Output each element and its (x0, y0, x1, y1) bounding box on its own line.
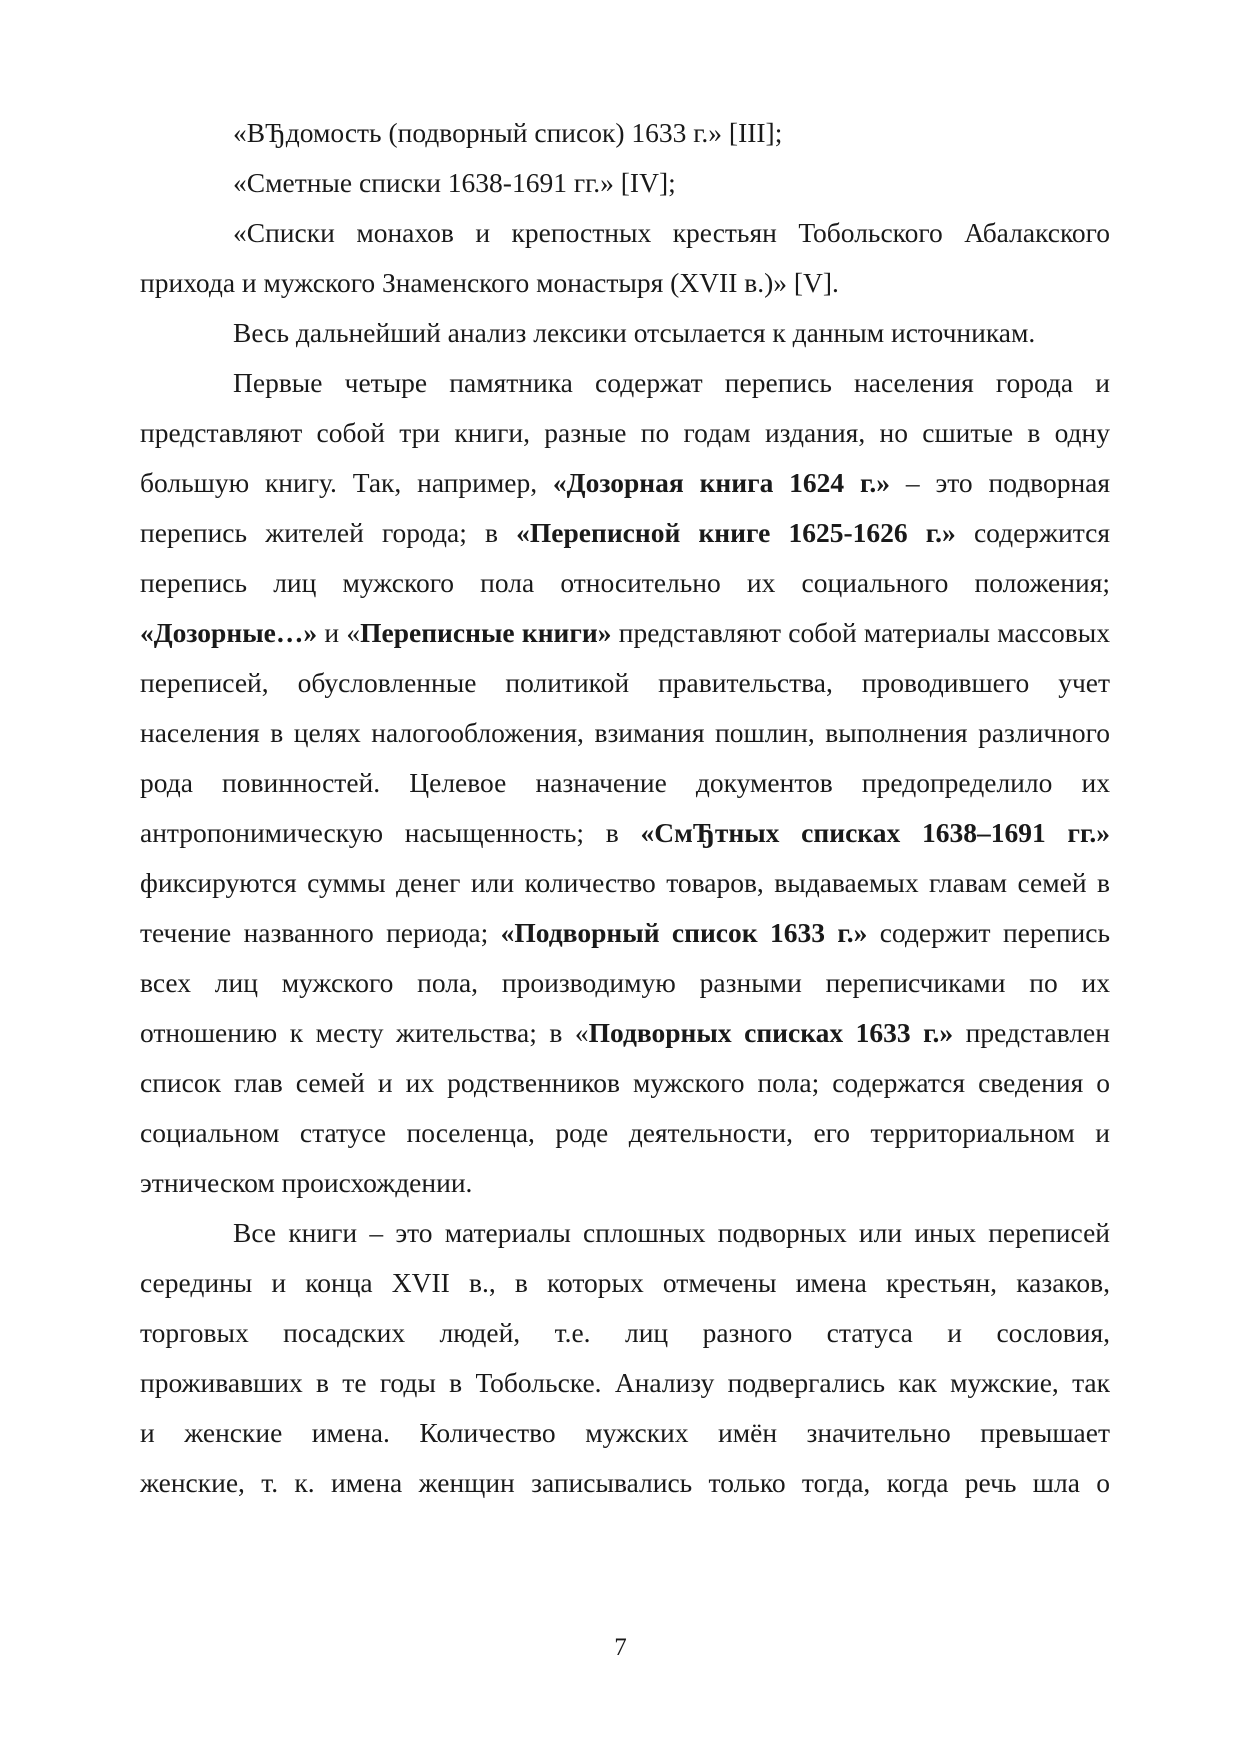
analysis-note: Весь дальнейший анализ лексики отсылается к данным источникам. (233, 317, 1036, 348)
paragraph-sources-description (140, 358, 1110, 1208)
text-line: проживавших в те годы в Тобольске. Анализу подвергались как мужские, так (140, 1367, 1110, 1398)
text-run: представлен список глав семей и их родственников мужского пола; содержатся сведения о социальном статусе поселенца, роде деятельности, его территориальном и этническом происхождении. (140, 1017, 1110, 1198)
text-line: середины и конца XVII в., в которых отмечены имена крестьян, казаков, (140, 1267, 1110, 1298)
book-title-podvorny-spisok: «Подворный список 1633 г.» (500, 917, 868, 948)
paragraph-all-books (140, 1208, 1110, 1508)
text-line: женские, т. к. имена женщин записывались только тогда, когда речь шла о (140, 1467, 1110, 1498)
book-title-podvornye-spiski: Подворных списках 1633 г.» (588, 1017, 954, 1048)
text-run: и « (317, 617, 361, 648)
book-title-perepisnye-knigi: Переписные книги» (360, 617, 612, 648)
source-item-5: «Списки монахов и крепостных крестьян Тобольского Абалакского прихода и мужского Знаменского монастыря (XVII в.)» [V]. (140, 217, 1110, 298)
body-text (140, 108, 1110, 1508)
text-line: и женские имена. Количество мужских имён значительно превышает (140, 1417, 1110, 1448)
text-line: торговых посадских людей, т.е. лиц разного статуса и сословия, (140, 1317, 1110, 1348)
text-run: представляют собой материалы массовых переписей, обусловленные политикой правительства, проводившего учет населения в целях налогообложения, взимания пошлин, выполнения различного рода повинностей. Целевое назначение документов предопределило их антропонимическую насыщенность; в (140, 617, 1111, 848)
text-run: Первые четыре памятника содержат перепись населения города и представляют собой три книги, разные по годам издания, но сшитые в одну большую книгу. Так, например, (140, 367, 1110, 498)
source-item-3: «ВЂдомость (подворный список) 1633 г.» [III]; (233, 117, 783, 148)
book-title-dozornye: «Дозорные…» (140, 617, 318, 648)
book-title-perepisnaya-1625: «Переписной книге 1625-1626 г.» (516, 517, 956, 548)
text-run: содержит перепись всех лиц мужского пола, производимую разными переписчиками по их отношению к месту жительства; в « (140, 917, 1111, 1048)
text-run: содержится перепись лиц мужского пола относительно их социального положения; (140, 517, 1110, 598)
page-number: 7 (614, 1634, 627, 1661)
source-item-4: «Сметные списки 1638-1691 гг.» [IV]; (233, 167, 676, 198)
text-run: фиксируются суммы денег или количество товаров, выдаваемых главам семей в течение названного периода; (140, 867, 1110, 948)
text-line: Все книги – это материалы сплошных подворных или иных переписей (233, 1217, 1110, 1248)
book-title-smetnye-spiski: «СмЂтных списках 1638–1691 гг.» (640, 817, 1110, 848)
book-title-dozornaya-1624: «Дозорная книга 1624 г.» (552, 467, 891, 498)
text-run: – это подворная перепись жителей города; в (140, 467, 1111, 548)
